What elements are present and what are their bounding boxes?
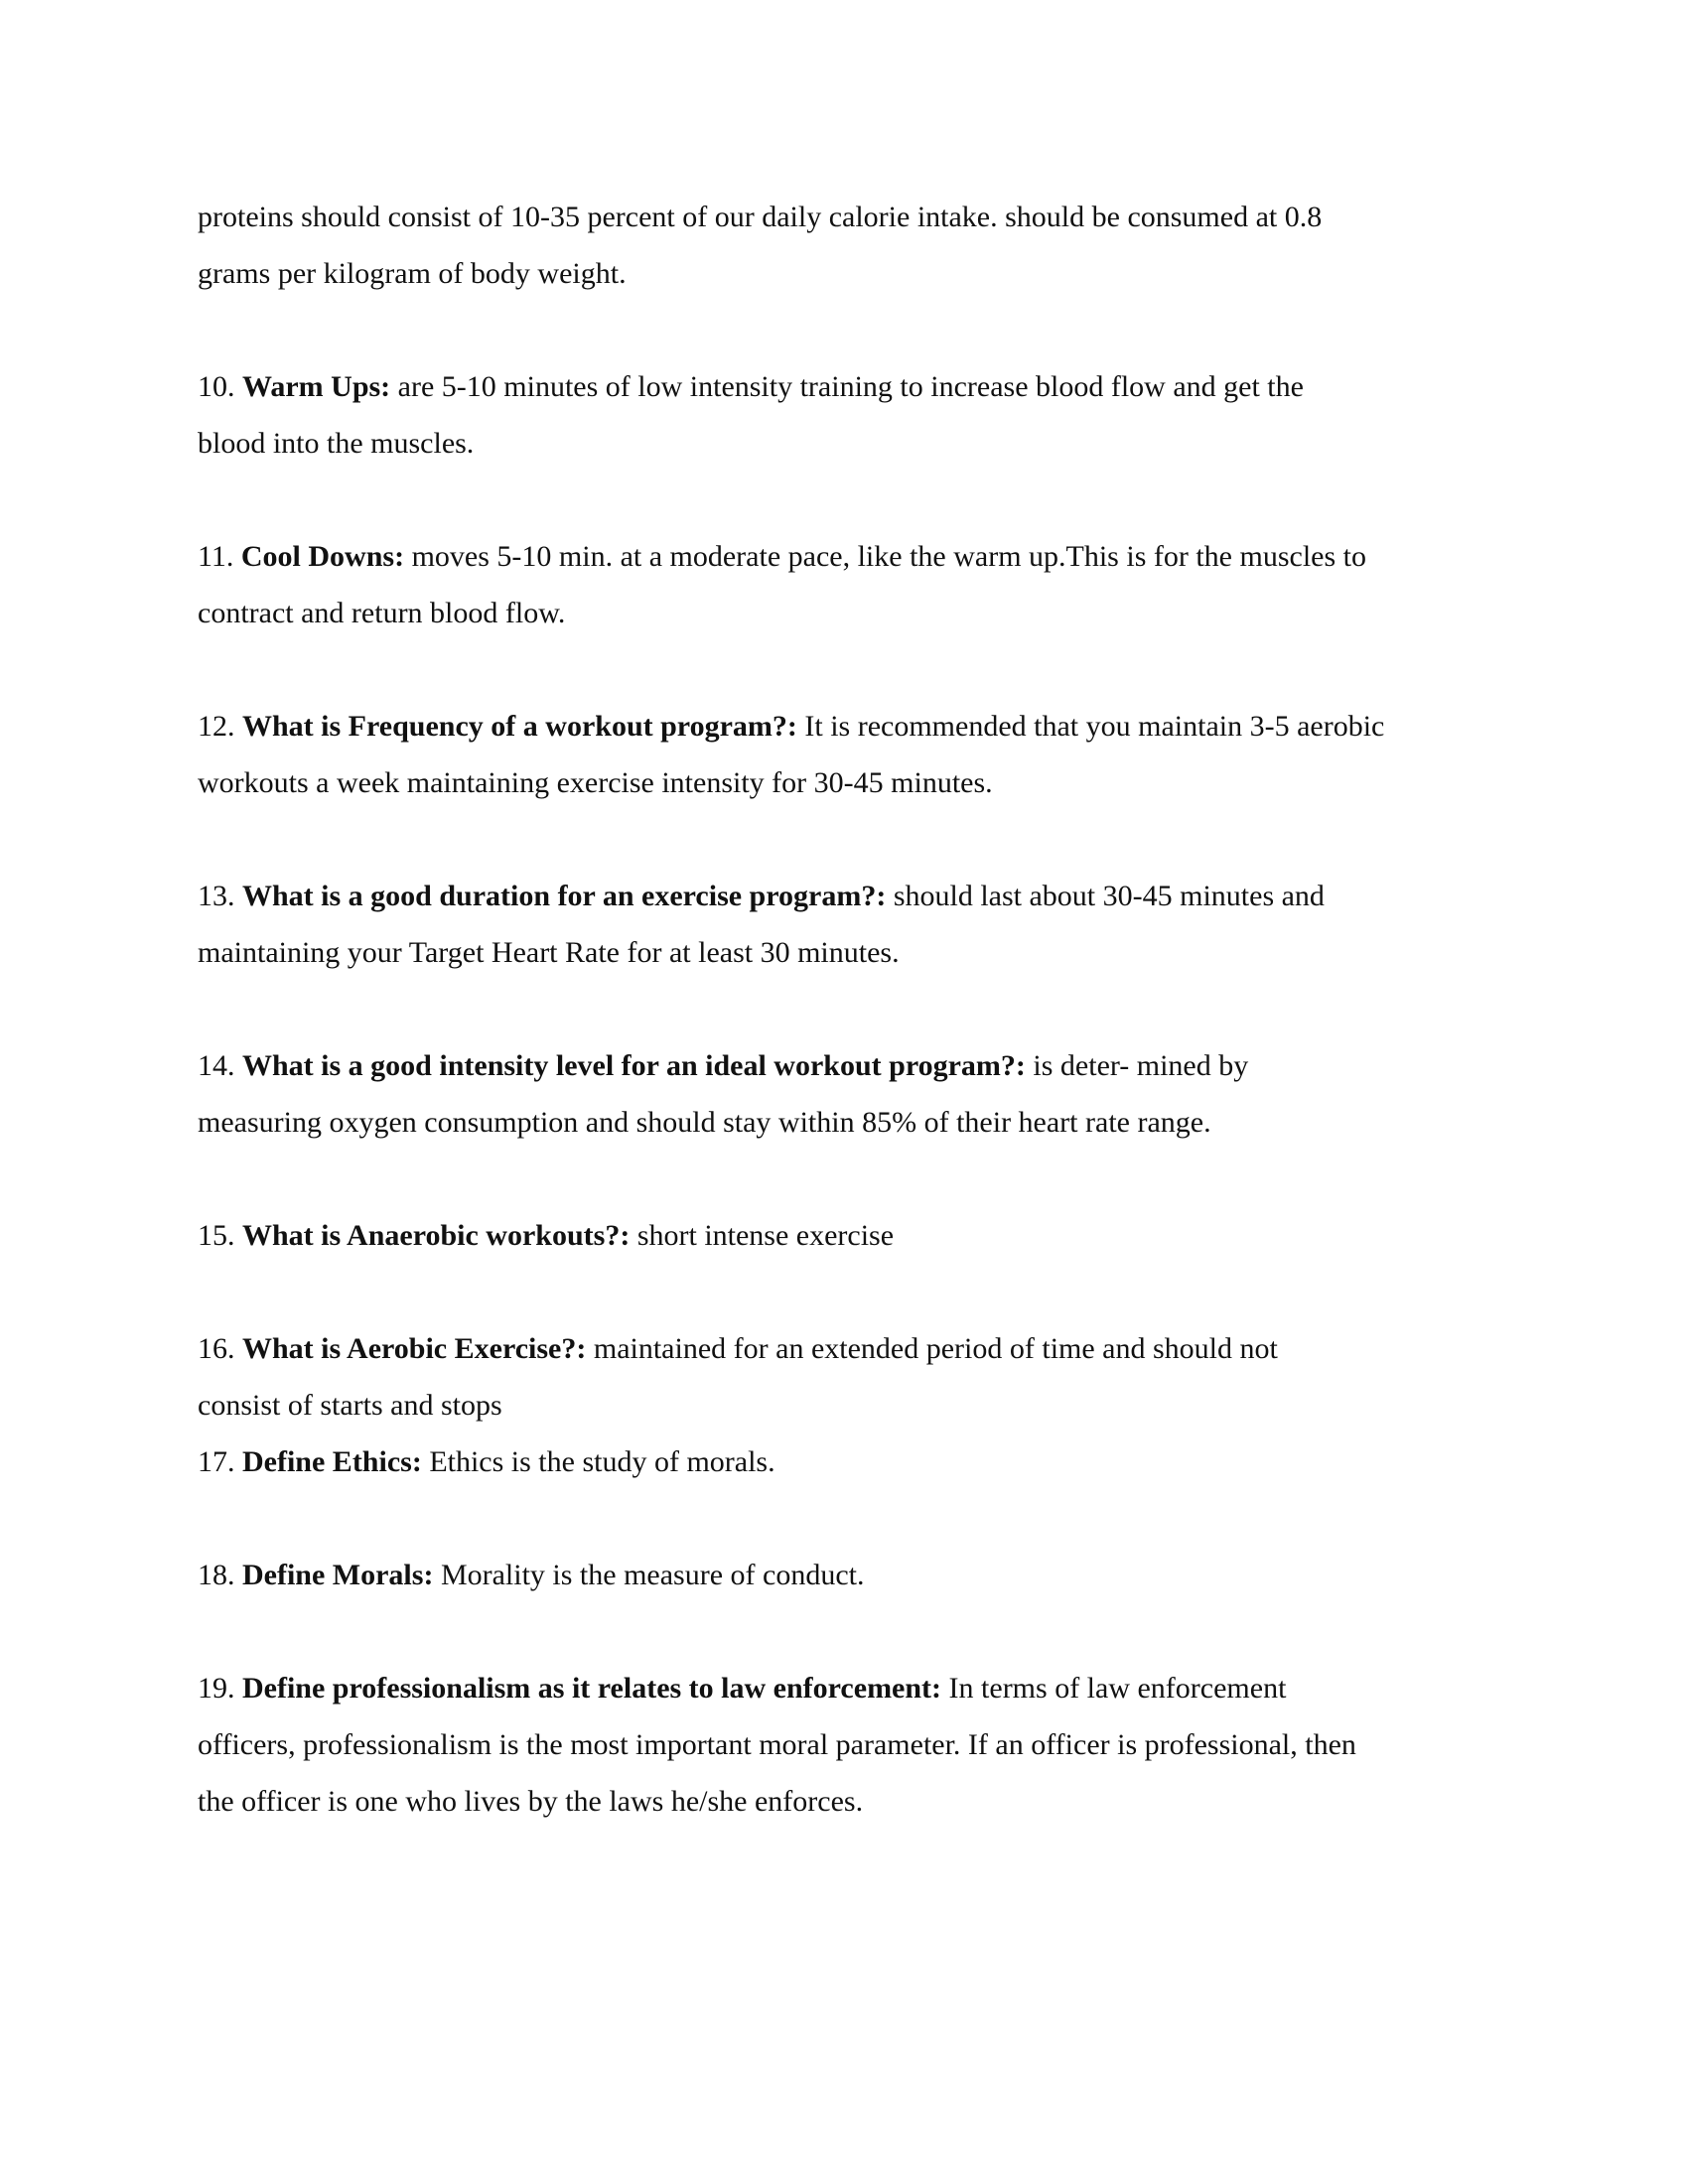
item-definition: Ethics is the study of morals.	[421, 1445, 775, 1478]
item-term: What is Aerobic Exercise?:	[242, 1332, 587, 1365]
paragraph-warm-ups	[198, 358, 1508, 472]
item-number: 13.	[198, 880, 235, 912]
paragraph-line	[198, 868, 1508, 924]
paragraph-line: consist of starts and stops	[198, 1389, 502, 1422]
paragraph-line	[198, 528, 1508, 585]
paragraph-line	[198, 1660, 1508, 1716]
paragraph-line: grams per kilogram of body weight.	[198, 257, 627, 290]
paragraph-line: maintaining your Target Heart Rate for at least 30 minutes.	[198, 936, 900, 969]
paragraph-anaerobic	[198, 1207, 1508, 1264]
paragraph-line	[198, 1320, 1508, 1377]
item-term: What is a good duration for an exercise program?:	[242, 880, 887, 912]
paragraph-line	[198, 698, 1508, 754]
item-term: Define Morals:	[242, 1559, 434, 1591]
item-definition: short intense exercise	[630, 1219, 895, 1252]
paragraph-duration	[198, 868, 1508, 981]
paragraph-line	[198, 1547, 1508, 1603]
item-definition: are 5-10 minutes of low intensity training to increase blood flow and get the	[390, 370, 1304, 403]
paragraph-line	[198, 1433, 1508, 1490]
item-number: 16.	[198, 1332, 235, 1365]
item-definition: Morality is the measure of conduct.	[433, 1559, 865, 1591]
item-number: 17.	[198, 1445, 235, 1478]
paragraph-cool-downs	[198, 528, 1508, 641]
paragraph-aerobic	[198, 1320, 1508, 1433]
item-term: Define professionalism as it relates to law enforcement:	[242, 1672, 942, 1705]
item-definition: moves 5-10 min. at a moderate pace, like the warm up.This is for the muscles to	[404, 540, 1366, 573]
paragraph-line	[198, 1207, 1508, 1264]
paragraph-line: workouts a week maintaining exercise intensity for 30-45 minutes.	[198, 766, 993, 799]
paragraph-protein-intake	[198, 189, 1508, 302]
item-term: Warm Ups:	[242, 370, 391, 403]
paragraph-line: the officer is one who lives by the laws he/she enforces.	[198, 1785, 864, 1818]
item-number: 10.	[198, 370, 235, 403]
item-definition: should last about 30-45 minutes and	[886, 880, 1325, 912]
item-definition: It is recommended that you maintain 3-5 aerobic	[796, 710, 1385, 743]
item-definition: maintained for an extended period of time and should not	[586, 1332, 1278, 1365]
paragraph-intensity	[198, 1037, 1508, 1151]
paragraph-line: contract and return blood flow.	[198, 597, 566, 629]
item-term: Define Ethics:	[242, 1445, 422, 1478]
item-term: Cool Downs:	[240, 540, 405, 573]
item-number: 19.	[198, 1672, 235, 1705]
paragraph-morals	[198, 1547, 1508, 1603]
item-definition: is deter- mined by	[1025, 1049, 1249, 1082]
paragraph-line: officers, professionalism is the most important moral parameter. If an officer is professional, then	[198, 1728, 1356, 1761]
item-number: 11.	[198, 540, 234, 573]
paragraph-line: measuring oxygen consumption and should stay within 85% of their heart rate range.	[198, 1106, 1211, 1139]
item-term: What is a good intensity level for an ideal workout program?:	[242, 1049, 1026, 1082]
paragraph-line: blood into the muscles.	[198, 427, 475, 460]
item-number: 12.	[198, 710, 235, 743]
item-term: What is Frequency of a workout program?:	[242, 710, 797, 743]
item-term: What is Anaerobic workouts?:	[242, 1219, 631, 1252]
paragraph-line	[198, 358, 1508, 415]
paragraph-line	[198, 1037, 1508, 1094]
paragraph-ethics	[198, 1433, 1508, 1490]
item-definition: In terms of law enforcement	[941, 1672, 1287, 1705]
item-number: 18.	[198, 1559, 235, 1591]
paragraph-line: proteins should consist of 10-35 percent of our daily calorie intake. should be consumed at 0.8	[198, 201, 1323, 233]
paragraph-frequency	[198, 698, 1508, 811]
item-number: 15.	[198, 1219, 235, 1252]
paragraph-professionalism	[198, 1660, 1508, 1830]
item-number: 14.	[198, 1049, 235, 1082]
